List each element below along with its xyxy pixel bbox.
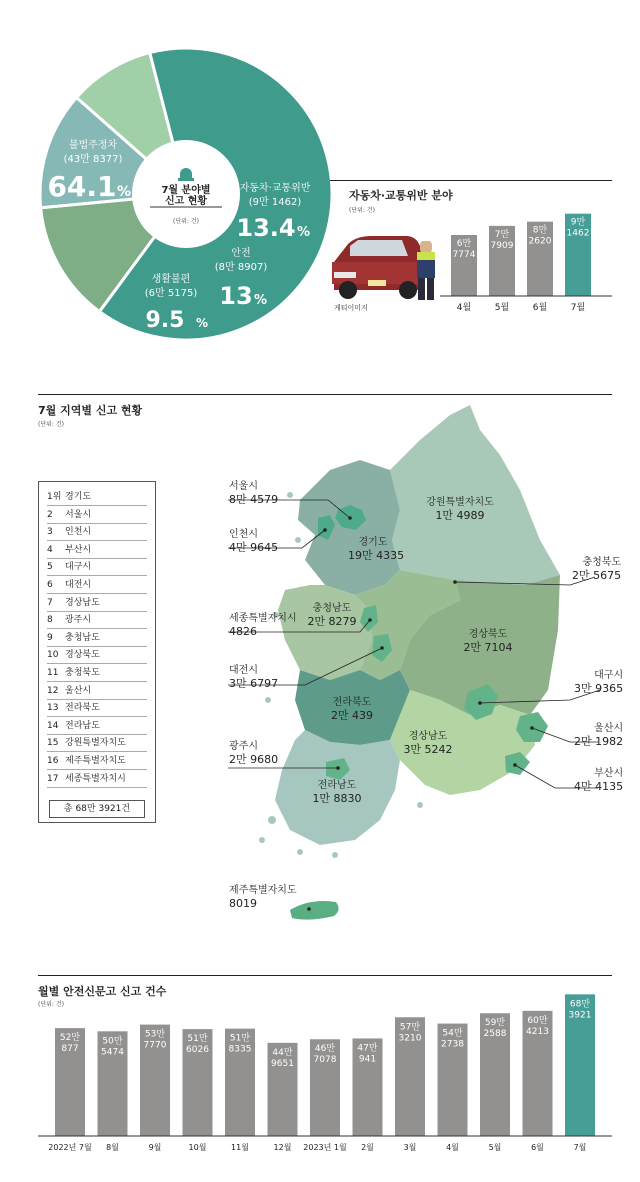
monthly-bar-label-2-b: 7770 [143,1040,167,1051]
ranking-region: 제주특별자치도 [65,756,126,766]
monthly-title: 월별 안전신문고 신고 건수 [38,985,167,998]
traffic-bar-label-2-b: 2620 [528,236,552,247]
ranking-region: 경상북도 [65,650,100,661]
monthly-bar-label-0-a: 52만 [59,1033,81,1044]
ranking-rank: 4 [47,544,53,555]
pie-unit: (단위: 건) [173,218,199,225]
label-gwangju: 광주시 2만 9680 [229,741,279,766]
ranking-region: 서울시 [65,509,92,520]
monthly-bar-label-0-b: 877 [61,1044,79,1055]
label-busan: 부산시 4만 4135 [574,768,624,793]
traffic-bar-label-2-a: 8만 [532,225,548,236]
ranking-region: 세종특별자치시 [65,773,126,784]
monthly-bar-label-3-b: 6026 [186,1045,209,1056]
monthly-category-5: 12월 [273,1143,292,1152]
ranking-rank: 7 [47,597,53,608]
traffic-bar-label-3-b: 1462 [566,228,590,239]
regions-title: 7월 지역별 신고 현황 [38,404,143,417]
traffic-category-1: 5월 [494,303,510,313]
monthly-bar-label-8-b: 3210 [398,1033,422,1044]
pie-label-sign-1: % [297,225,311,240]
monthly-category-8: 3월 [403,1143,417,1152]
monthly-bar-label-9-a: 54만 [442,1028,463,1039]
monthly-bar-label-1-b: 5474 [101,1047,124,1058]
traffic-category-3: 7월 [570,303,586,313]
ranking-region: 인천시 [65,527,92,538]
pie-label-pct-0: 64.1 [47,170,117,203]
monthly-bar-label-8-a: 57만 [399,1022,421,1033]
pie-label-name-0: 불법주정차 [68,140,118,151]
pie-label-name-2: 안전 [231,248,251,259]
monthly-category-12: 7월 [573,1143,587,1152]
ranking-rank: 8 [47,615,53,626]
monthly-category-2: 9월 [148,1143,162,1152]
regions-unit: (단위: 건) [38,421,64,428]
ranking-region: 경기도 [65,492,92,502]
pie-label-name-3: 생활불편 [151,274,191,285]
ranking-region: 전라남도 [65,720,100,731]
ranking-region: 전라북도 [65,703,100,714]
traffic-title: 자동차·교통위반 분야 [349,189,453,202]
label-incheon: 인천시 4만 9645 [229,529,279,554]
region-gangwon [390,405,560,585]
ranking-rank: 14 [47,720,59,731]
ranking-rank: 3 [47,527,53,538]
label-jeonnam: 전라남도 1만 8830 [312,780,362,805]
ranking-rank: 1위 [47,492,62,502]
ranking-region: 대구시 [65,562,92,573]
monthly-bar-label-1-a: 50만 [102,1036,123,1047]
pie-label-count-0: (43만 8377) [63,154,123,165]
ranking-rank: 10 [47,650,59,661]
ranking-region: 울산시 [65,685,92,696]
pie-label-sign-3: % [196,316,209,330]
pie-label-count-3: (6만 5175) [144,288,198,299]
label-jeju: 제주특별자치도 8019 [229,885,297,910]
label-sejong: 세종특별자치시 4826 [229,613,297,638]
monthly-bar-label-4-a: 51만 [229,1033,251,1044]
monthly-category-3: 10월 [188,1143,207,1152]
pie-label-pct-1: 13.4 [236,214,296,242]
pie-label-pct-2: 13 [219,282,253,310]
region-jeju [290,901,339,920]
monthly-bar-label-6-b: 7078 [313,1055,337,1066]
traffic-unit: (단위: 건) [349,207,375,214]
monthly-bar-label-6-a: 46만 [314,1044,336,1055]
monthly-category-10: 5월 [488,1143,502,1152]
monthly-category-11: 6월 [531,1143,544,1152]
ranking-rank: 2 [47,509,53,520]
ranking-rank: 17 [47,773,59,784]
ranking-rank: 6 [47,580,53,590]
monthly-bar-label-7-a: 47만 [357,1043,378,1054]
pie-label-pct-3: 9.5 [145,308,185,333]
pie-center-line2: 신고 현황 [164,196,208,207]
ranking-rank: 12 [47,685,59,696]
monthly-bar-label-3-a: 51만 [187,1034,208,1045]
ranking-region: 부산시 [65,544,92,555]
monthly-bar-label-11-b: 4213 [526,1026,549,1037]
traffic-bar-label-1-a: 7만 [494,229,510,240]
monthly-category-7: 2월 [361,1143,374,1152]
ranking-total: 총 68만 3921건 [49,800,145,818]
monthly-bar-label-5-a: 44만 [272,1047,293,1058]
ranking-rank: 5 [47,562,53,573]
label-gyeonggi: 경기도 19만 4335 [348,537,405,562]
monthly-bar-label-5-b: 9651 [271,1058,294,1069]
ranking-region: 강원특별자치도 [65,738,126,749]
ranking-region: 광주시 [65,615,92,626]
pie-center-line1: 7월 분야별 [161,185,211,196]
traffic-bar-label-1-b: 7909 [490,240,514,251]
traffic-category-0: 4월 [456,303,472,313]
ranking-rank: 13 [47,703,59,714]
monthly-bar-label-2-a: 53만 [144,1029,166,1040]
ranking-region: 충청남도 [65,632,100,643]
label-gangwon: 강원특별자치도 1만 4989 [426,497,494,522]
traffic-bar-label-3-a: 9만 [570,217,586,228]
monthly-bar-label-11-a: 60만 [527,1015,548,1026]
pie-label-sign-0: % [117,184,132,200]
ranking-rank: 9 [47,632,53,643]
traffic-bar-label-0-a: 6만 [456,239,472,250]
monthly-category-6: 2023년 1월 [303,1143,347,1152]
pie-label-count-2: (8만 8907) [214,262,268,273]
monthly-bar-chart [38,985,618,1165]
monthly-category-1: 8월 [106,1143,119,1152]
label-chungbuk: 충청북도 2만 5675 [572,557,622,582]
pie-label-sign-2: % [254,293,268,308]
monthly-bar-label-4-b: 8335 [228,1044,252,1055]
label-jeonbuk: 전라북도 2만 439 [330,697,374,722]
pie-label-name-1: 자동차·교통위반 [239,183,311,194]
monthly-bar-label-12-b: 3921 [568,1010,592,1021]
ranking-rank: 11 [47,668,59,678]
traffic-bar-chart [440,195,615,320]
label-daegu: 대구시 3만 9365 [574,670,624,695]
traffic-bar-label-0-b: 7774 [452,250,476,261]
traffic-category-2: 6월 [532,303,548,313]
label-gyeongnam: 경상남도 3만 5242 [403,731,453,756]
image-caption: 게티이미지 [334,304,368,312]
monthly-category-9: 4월 [446,1143,459,1152]
ranking-region: 대전시 [65,580,92,590]
monthly-unit: (단위: 건) [38,1001,64,1008]
label-ulsan: 울산시 2만 1982 [574,723,624,748]
monthly-bar-label-7-b: 941 [358,1054,377,1065]
ranking-region: 경상남도 [65,597,100,608]
monthly-bar-label-10-b: 2588 [483,1029,507,1040]
monthly-bar-label-10-a: 59만 [484,1018,506,1029]
monthly-bar-label-12-a: 68만 [569,999,591,1010]
ranking-rank: 16 [47,756,59,766]
monthly-category-4: 11월 [231,1143,249,1152]
ranking-rank: 15 [47,738,59,749]
police-car-illustration [328,222,446,302]
label-daejeon: 대전시 3만 6797 [229,665,279,690]
monthly-bar-label-9-b: 2738 [441,1039,464,1050]
pie-label-count-1: (9만 1462) [248,197,302,208]
ranking-region: 충청북도 [65,668,100,678]
monthly-category-0: 2022년 7월 [48,1143,92,1152]
label-seoul: 서울시 8만 4579 [229,481,279,506]
label-chungnam: 충청남도 2만 8279 [307,603,357,628]
korea-map [0,400,640,940]
label-gyeongbuk: 경상북도 2만 7104 [463,629,513,654]
